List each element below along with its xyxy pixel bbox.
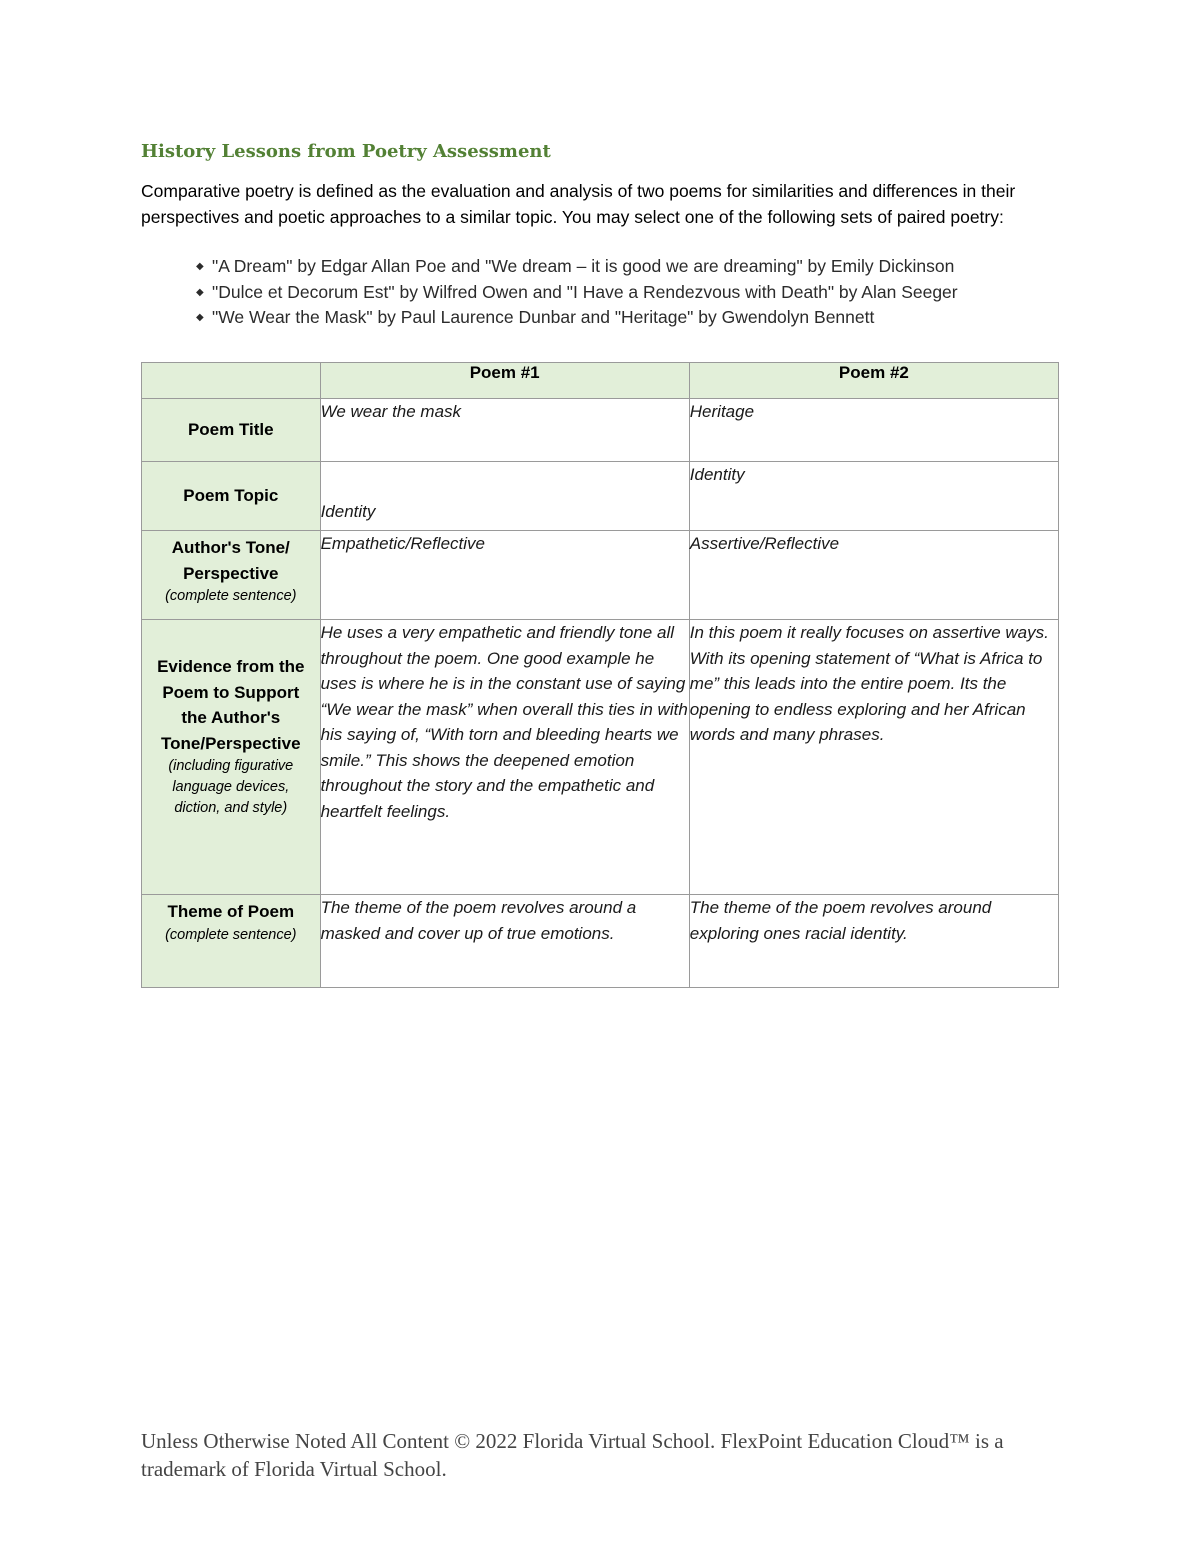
poem-2-title-cell[interactable]: Heritage: [689, 399, 1058, 462]
poem-pair-text: "Dulce et Decorum Est" by Wilfred Owen and "I Have a Rendezvous with Death" by Alan Seeger: [212, 281, 958, 302]
diamond-bullet-icon: ◆: [196, 312, 204, 323]
diamond-bullet-icon: ◆: [196, 286, 204, 298]
row-label: [142, 895, 321, 988]
table-row: [142, 399, 1059, 462]
poem-1-title-cell[interactable]: We wear the mask: [320, 399, 689, 462]
page-title: History Lessons from Poetry Assessment: [141, 141, 551, 162]
row-label: [142, 399, 321, 462]
poem-1-tone-cell[interactable]: Empathetic/Reflective: [320, 531, 689, 620]
table-row: [142, 531, 1059, 620]
poem-pairs-list: [196, 254, 958, 331]
intro-paragraph: Comparative poetry is defined as the evaluation and analysis of two poems for similarities and differences in their perspectives and poetic approaches to a similar topic. You may select one of the following sets of paired poetry:: [141, 181, 1016, 227]
row-label-hint: (complete sentence): [165, 926, 297, 943]
list-item: [196, 305, 958, 331]
copyright-footer: Unless Otherwise Noted All Content © 2022 Florida Virtual School. FlexPoint Education Cloud™ is a trademark of Florida Virtual School.: [141, 1429, 1004, 1481]
poem-pair-text: "A Dream" by Edgar Allan Poe and "We dream – it is good we are dreaming" by Emily Dickinson: [212, 256, 955, 276]
row-label-text: Evidence from the Poem to Support the Author's Tone/Perspective: [157, 657, 305, 753]
row-label-text: Theme of Poem: [167, 902, 295, 921]
poem-2-topic-cell[interactable]: Identity: [689, 462, 1058, 531]
list-item: [196, 254, 958, 280]
row-label-hint: (complete sentence): [165, 588, 297, 604]
poem-1-topic-cell[interactable]: Identity: [320, 462, 689, 531]
row-label: [142, 462, 321, 531]
row-label: [142, 531, 321, 620]
table-header-row: [142, 363, 1059, 399]
row-label-text: Author's Tone/ Perspective: [171, 538, 290, 583]
row-label: [142, 620, 321, 895]
poem-pair-text: "We Wear the Mask" by Paul Laurence Dunbar and "Heritage" by Gwendolyn Bennett: [212, 307, 875, 327]
table-row: [142, 462, 1059, 531]
poem-1-evidence-cell[interactable]: He uses a very empathetic and friendly tone all throughout the poem. One good example he uses is where he is in the constant use of saying “We wear the mask” when overall this ties in with his saying of, “With torn and bleeding hearts we smile.” This shows the deepened emotion throughout the story and the empathetic and heartfelt feelings.: [320, 620, 689, 895]
header-blank-cell: [142, 363, 321, 399]
poem-2-evidence-cell[interactable]: In this poem it really focuses on assertive ways. With its opening statement of “What is Africa to me” this leads into the entire poem. Its the opening to endless exploring and her African words and many phrases.: [689, 620, 1058, 895]
row-label-hint: (including figurative language devices, diction, and style): [168, 758, 294, 816]
poem-2-tone-cell[interactable]: Assertive/Reflective: [689, 531, 1058, 620]
header-poem-1: Poem #1: [320, 363, 689, 399]
assessment-table: [141, 362, 1059, 988]
poem-1-theme-cell[interactable]: The theme of the poem revolves around a masked and cover up of true emotions.: [320, 895, 689, 988]
list-item: [196, 280, 958, 306]
table-row: [142, 895, 1059, 988]
diamond-bullet-icon: ◆: [196, 261, 204, 272]
table-row: [142, 620, 1059, 895]
row-label-text: Poem Title: [187, 420, 274, 440]
header-poem-2: Poem #2: [689, 363, 1058, 399]
row-label-text: Poem Topic: [183, 486, 279, 506]
poem-2-theme-cell[interactable]: The theme of the poem revolves around exploring ones racial identity.: [689, 895, 1058, 988]
